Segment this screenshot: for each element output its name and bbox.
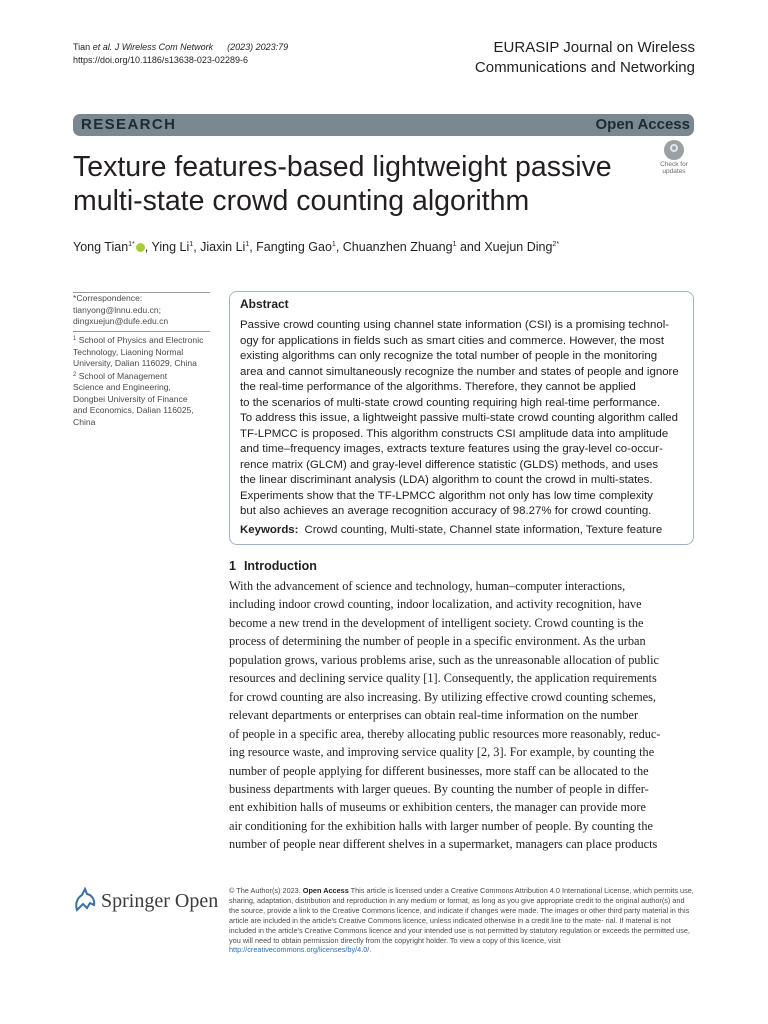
sidebar-divider	[73, 331, 210, 332]
article-type-label: RESEARCH	[81, 116, 177, 133]
affiliations-block: $^1$ School of Physics and Electronic Technology, Liaoning Normal University, Dalian 116029, China $^2$ School of Management Science and Engineering, Dongbei University of Finance and Economics, Dalian 116025, China	[73, 334, 213, 428]
abstract-text: Passive crowd counting using channel state information (CSI) is a promising technol- ogy for applications in fields such as smart cities and commerce. However, the most existing algorithms can only recognize the total number of people in the monitoring area and cannot simultaneously recognize the number and states of people and ignore the real-time performance of the algorithms. Therefore, they cannot be applied to the scenarios of multi-state crowd counting requiring high real-time performance. To address this issue, a lightweight passive multi-state crowd counting algorithm called TF-LPMCC is proposed. This algorithm constructs CSI amplitude data into amplitude and time–frequency images, extracts texture features using the gray-level co-occur- rence matrix (GLCM) and gray-level difference statistic (GLDS) methods, and uses the linear discriminant analysis (LDA) algorithm to count the crowd in multi-states. Experiments show that the TF-LPMCC algorithm not only has low time complexity but also achieves an average recognition accuracy of 98.27% for crowd counting.	[240, 319, 679, 517]
email-link[interactable]: dingxuejun@dufe.edu.cn	[73, 316, 169, 326]
citation-year: (2023) 2023:79	[227, 42, 289, 52]
correspondence-block: *Correspondence: tianyong@lnnu.edu.cn; dingxuejun@dufe.edu.cn	[73, 293, 213, 328]
author-name[interactable]: Ying Li	[151, 240, 190, 254]
email-link[interactable]: tianyong@lnnu.edu.cn;	[73, 304, 162, 315]
author-name[interactable]: Xuejun Ding	[484, 240, 553, 254]
author-name[interactable]: Chuanzhen Zhuang	[342, 240, 453, 254]
keywords-label: Keywords:	[240, 524, 299, 536]
journal-name: EURASIP Journal on Wireless Communications and Networking	[474, 39, 695, 76]
author-name[interactable]: Fangting Gao	[256, 240, 332, 254]
section-heading: 1 Introduction	[229, 559, 317, 573]
affiliation-2: $^2$ School of Management	[73, 370, 168, 381]
citation-authors: Tian et al. J Wireless Com Network	[73, 42, 214, 52]
abstract-heading: Abstract	[240, 297, 289, 311]
open-access-label: Open Access	[595, 116, 690, 133]
affiliation-1: $^1$ School of Physics and Electronic	[73, 335, 204, 345]
license-link[interactable]: http://	[229, 945, 248, 955]
author-list: Yong Tian$^{1*}$ , Ying Li$^1$, Jiaxin Li$^1$, Fangting Gao$^1$, Chuanzhen Zhuang$^1$ and Xuejun Ding$^{2*}$	[73, 240, 560, 254]
keywords-list: Crowd counting, Multi-state, Channel state information, Texture feature	[304, 524, 663, 536]
orcid-icon[interactable]	[136, 243, 145, 252]
citation-line	[73, 41, 288, 54]
author-name[interactable]: Jiaxin Li	[200, 240, 246, 254]
check-for-updates-button[interactable]: Check for updates	[655, 140, 693, 178]
keywords	[240, 524, 662, 536]
springer-horse-icon	[73, 886, 97, 914]
author-name[interactable]: Yong Tian	[73, 240, 129, 254]
citation-block	[73, 41, 288, 67]
article-title: Texture features-based lightweight passive multi-state crowd counting algorithm	[73, 151, 612, 217]
license-link[interactable]: creativecommons.org/licenses/by/4.0/	[247, 945, 370, 955]
doi-link[interactable]: https://doi.org/10.1186/s13638-023-02289-6	[73, 55, 248, 65]
license-text: © The Author(s) 2023. Open Access This article is licensed under a Creative Commons Attribution 4.0 International License, which permits use, sharing, adaptation, distribution and reproduction in any medium or format, as long as you give appropriate credit to the original author(s) and the source, provide a link to the Creative Commons licence, and indicate if changes were made. The images or other third party material in this article are included in the article's Creative Commons licence, unless indicated otherwise in a credit line to the mate- rial. If material is not included in the article's Creative Commons licence and your intended use is not permitted by statutory regulation or exceeds the permitted use, you will need to obtain permission directly from the copyright holder. To view a copy of this licence, visit http://creativecommons.org/licenses/by/4.0/.	[229, 886, 694, 955]
introduction-text: With the advancement of science and technology, human–computer interactions, including indoor crowd counting, indoor localization, and activity recognition, have become a new trend in the development of intelligent society. Crowd counting is the process of determining the number of people in a specific environment. As the urban population grows, various problems arise, such as the unreasonable allocation of public resources and declining service quality [1]. Consequently, the application requirements for crowd counting are also increasing. By utilizing effective crowd counting schemes, relevant departments or enterprises can obtain real-time information on the number of people in a specific area, thereby allocating public resources more reasonably, reduc- ing resource waste, and improving service quality [2, 3]. For example, by counting the number of people applying for different businesses, more staff can be allocated to the business departments with larger queues. By counting the number of people in differ- ent exhibition halls of museums or exhibition centers, the manager can provide more air conditioning for the exhibition halls with larger number of people. By counting the number of people near different shelves in a supermarket, managers can place products	[229, 579, 661, 852]
check-for-updates-icon	[664, 140, 684, 160]
section-banner	[73, 114, 694, 136]
